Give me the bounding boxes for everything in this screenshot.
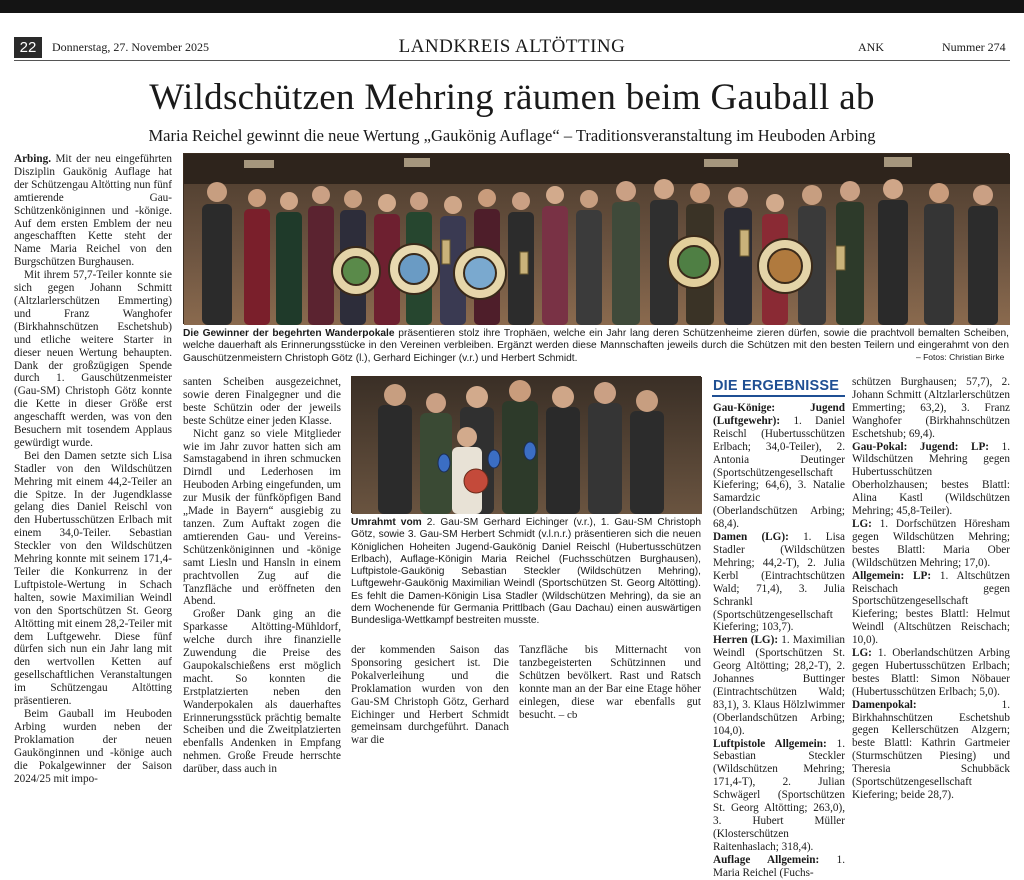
results-title-rule (712, 395, 845, 397)
author-initials: – cb (558, 708, 578, 721)
header-rule (14, 60, 1010, 61)
results-entry: Auflage Allgemein: 1. Maria Reichel (Fuchs- (713, 853, 845, 879)
group-photo-illustration (184, 154, 1010, 325)
issue-date: Donnerstag, 27. November 2025 (52, 40, 209, 54)
paragraph: der kommenden Saison das Sponsoring gesichert ist. Die Pokalverleihung und die Proklamation wurden von den Gau-SM Christoph Götz, Gerhard Eichinger und Herbert Schmidt gemeinsam durchgeführt. Danach war die (351, 644, 509, 747)
results-entry: Damen (LG): 1. Lisa Stadler (Wildschützen Mehring; 44,2-T), 2. Julia Kerbl (Eintrachtschützen Wald; 71,4), 3. Julia Schrankl (Sportschützengesellschaft Kiefering; 103,7). (713, 531, 845, 634)
paragraph: Tanzfläche bis Mitternacht von tanzbegeisterten Schützinnen und Schützen bevölkert. Rast und Ratsch konnte man an der Bar eine Etage höher einlegen, diese war ebenfalls gut besucht. – cb (519, 644, 701, 721)
results-entry: Luftpistole Allgemein: 1. Sebastian Steckler (Wildschützen Mehring; 171,4-T), 2. Julian Schwägerl (Sportschützen St. Georg Altötting; 263,0), 3. Hubert Müller (Klosterschützen Raitenhaslach; 318,4). (713, 737, 845, 853)
page-number: 22 (14, 37, 42, 58)
results-entry: Allgemein: LP: 1. Altschützen Reischach gegen Sportschützengesellschaft Kiefering; bestes Blattl: Helmut Weindl (Altschützen Reischach; 10,0). (852, 569, 1010, 647)
main-photo-caption: Die Gewinner der begehrten Wanderpokale präsentieren stolz ihre Trophäen, welche ein Jahr lang deren Schützenheime zieren dürfen, sowie die prachtvoll bemalten Scheiben, welche dauerhaft als Erinnerungsstücke in den Vereinen verbleiben. Ergänzt werden diese Mannschaften jeweils durch die Schützen mit den besten Teilern und eingerahmt von den Gauschützenmeistern Christoph Götz (l.), Gerhard Eichinger (v.r.) und Herbert Schmidt. (183, 328, 1009, 364)
headline: Wildschützen Mehring räumen beim Gauball ab (149, 77, 875, 118)
paragraph: Großer Dank ging an die Sparkasse Altötting-Mühldorf, welche durch ihre finanzielle Zuwendung die Preise des Gaupokalschießens erst möglich macht. So konnten die Erstplatzierten neben den Wanderpokalen als dauerhaftes Erinnerungsstück prächtig bemalte Scheiben und die Zweitplatzierten ebenfalls Andenken in Empfang nehmen. Große Freude herrschte darüber, dass auch in (183, 608, 341, 776)
results-entry: LG: 1. Dorfschützen Höresham gegen Wildschützen Mehring; bestes Blattl: Maria Ober (Wildschützen Mehring; 17,0). (852, 517, 1010, 569)
paragraph: Beim Gauball im Heuboden Arbing wurden neben der Proklamation der neuen Gaukönginnen und -könige auch die Pokalgewinner der Saison 2024/25 mit impo- (14, 707, 172, 785)
results-title: DIE ERGEBNISSE (713, 378, 840, 394)
article-column-1 (14, 153, 172, 785)
edition-code: ANK (858, 40, 884, 54)
section-title: LANDKREIS ALTÖTTING (398, 36, 626, 57)
paragraph: Arbing. Mit der neu eingeführten Disziplin Gaukönig Auflage hat der Schützengau Altötting nun fünf amtierende Gau-Schützenköniginnen und -könige. Auf dem ersten Emblem der neu angeschafften Kette steht der Name Maria Reichel von den Burgschützen Burghausen. (14, 153, 172, 269)
subheadline: Maria Reichel gewinnt die neue Wertung „Gaukönig Auflage“ – Traditionsveranstaltung im Heuboden Arbing (148, 126, 876, 145)
results-entry: LG: 1. Oberlandschützen Arbing gegen Hubertusschützen Erlbach; bestes Blattl: Simon Nöbauer (Hubertusschützen Erlbach; 5,0). (852, 647, 1010, 698)
article-column-2 (183, 376, 341, 776)
results-entry: Damenpokal: 1. Birkhahnschützen Eschetshub gegen Kellerschützen Alzgern; beste Blattl: Kathrin Gartmeier (Sturmschützen Piesing) und Theresia Schubbäck (Sportschützengesellschaft Kiefering; beide 28,7). (852, 698, 1010, 801)
top-bar (0, 0, 1024, 13)
results-column-1 (713, 402, 845, 879)
paragraph: santen Scheiben ausgezeichnet, sowie deren Finalgegner und die beste Schützin oder der jeweils beste Schütze einer jeden Klasse. (183, 376, 341, 427)
paragraph: Nicht ganz so viele Mitglieder wie im Jahr zuvor hatten sich am Samstagabend in ihren schmucken Dirndl und Lederhosen im Heuboden Arbing eingefunden, um zur Musik der fünfköpfigen Band „Made in Bayern“ ausgiebig zu tanzen. Zum Auftakt zogen die amtierenden Gau- und Vereins-Schützenköniginnen und -könige samt Liesln und Hansln in einem prachtvollen Zug auf die Tanzfläche und eröffneten den Abend. (183, 427, 341, 608)
issue-number: Nummer 274 (942, 40, 1006, 54)
paragraph: Mit ihrem 57,7-Teiler konnte sie sich gegen Johann Schmitt (Altzlarlerschützen Emmerting) und Franz Wanghofer (Birkhahnschützen Eschetshub) und etliche weitere Starter in dieser neuen Wertung behaupten. Dank der großzügigen Spende durch 1. Gauschützenmeister (Gau-SM) Christoph Götz konnte die Kette in dieser Größe erst angeschafft werden, was von den Besuchern mit tosendem Applaus gewürdigt wurde. (14, 269, 172, 449)
results-entry: Gau-Könige: Jugend (Luftgewehr): 1. Daniel Reischl (Hubertusschützen Erlbach; 34,0-Teiler), 2. Antonia Deutinger (Sportschützengesellschaft Kiefering; 64,6), 3. Natalie Samardzic (Oberlandschützen Arbing; 68,4). (713, 402, 845, 531)
paragraph: Bei den Damen setzte sich Lisa Stadler von den Wildschützen Mehring mit einem 44,2-Teiler an die Spitze. In der Jugendklasse gelang dies Daniel Reischl von den Hubertusschützen Erlbach mit einem 34,0-Teiler. Sebastian Steckler von den Wildschützen Mehring konnte mit seinem 171,4-Teiler die Konkurrenz in der Luftpistole-Wertung in Schach halten, sowie Maximilian Weindl von den Sportschützen St. Georg Altötting mit einem 28,2-Teiler mit dem Luftgewehr. Diese fünf dürfen sich nun ein Jahr lang mit den wertvollen Ketten auf gesellschaftlichen Veranstaltungen im Schützengau Altötting präsentieren. (14, 449, 172, 708)
second-photo-caption: Umrahmt vom 2. Gau-SM Gerhard Eichinger (v.r.), 1. Gau-SM Christoph Götz, sowie 3. Gau-SM Herbert Schmidt (v.l.n.r.) präsentieren sich die neuen Königlichen Hoheiten Jugend-Gaukönig Daniel Reischl (Hubertusschützen Erlbach), Auflage-Königin Maria Reichel (Fuchsschützen Burghausen), Luftpistole-Gaukönig Sebastian Steckler (Wildschützen Mehring), Luftgewehr-Gaukönig Maximilian Weindl (Sportschützen St. Georg Altötting). Es fehlt die Damen-Königin Lisa Stadler (Wildschützen Mehring), da sie an dem Wochenende für Germania Prittlbach (Gau Dachau) einen auswärtigen Bundesliga-Wettkampf bestreiten musste. (351, 517, 701, 627)
article-column-3 (351, 644, 509, 747)
kings-photo-illustration (352, 377, 702, 514)
photo-trophy-winners (183, 153, 1009, 324)
results-entry: Gau-Pokal: Jugend: LP: 1. Wildschützen Mehring gegen Hubertusschützen Oberholzhausen; bestes Blattl: Alina Kastl (Wildschützen Mehring; 45,8-Teiler). (852, 440, 1011, 518)
results-entry: Herren (LG): 1. Maximilian Weindl (Sportschützen St. Georg Altötting; 28,2-T), 2. Johannes Buttinger (Eintrachtschützen Wald; 83,1), 3. Klaus Hölzlwimmer (Oberlandschützen Arbing; 104,0). (713, 634, 845, 737)
results-column-2 (852, 376, 1011, 801)
article-column-4 (519, 644, 701, 742)
photo-credit: – Fotos: Christian Birke (916, 352, 1005, 362)
photo-royal-highnesses (351, 376, 701, 513)
results-entry: schützen Burghausen; 57,7), 2. Johann Schmitt (Altzlarlerschützen Emmerting; 63,2), 3. Franz Wanghofer (Birkhahnschützen Eschetshub; 69,4). (852, 376, 1010, 440)
